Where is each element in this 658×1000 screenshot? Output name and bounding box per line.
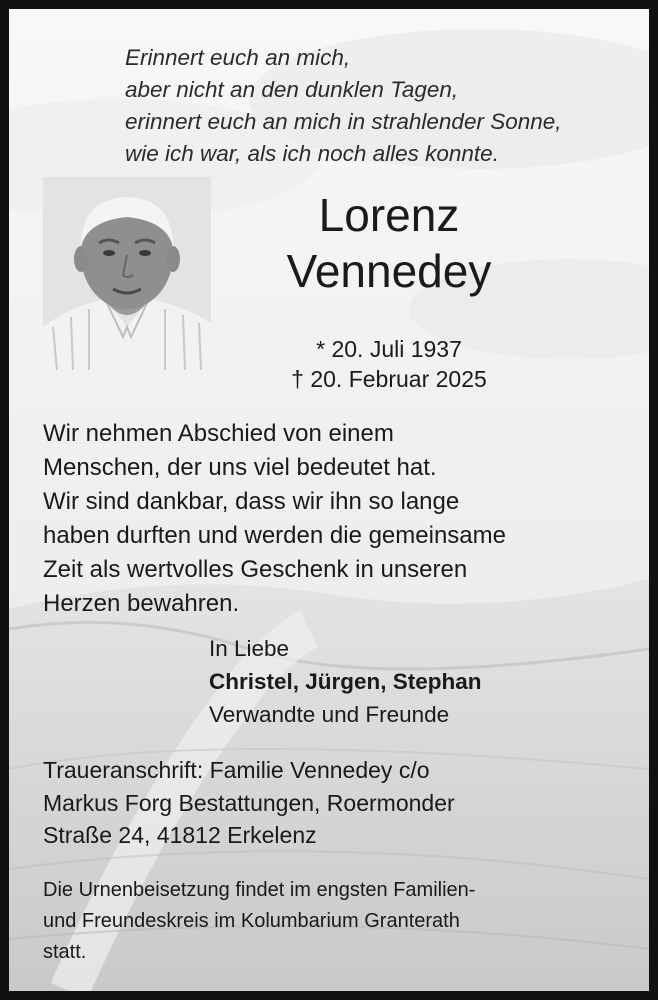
address-line: Markus Forg Bestattungen, Roermonder — [43, 789, 455, 816]
burial-note — [43, 875, 633, 968]
farewell-line: Wir sind dankbar, dass wir ihn so lange — [43, 488, 460, 515]
deceased-name — [249, 187, 529, 299]
birth-date: * 20. Juli 1937 — [316, 336, 462, 362]
burial-line: Die Urnenbeisetzung findet im engsten Familien- — [43, 879, 476, 901]
motto-line: Erinnert euch an mich, — [125, 45, 351, 70]
address-line: Straße 24, 41812 Erkelenz — [43, 822, 317, 848]
life-dates — [249, 334, 529, 394]
signature-others: Verwandte und Freunde — [209, 702, 450, 727]
signature-intro: In Liebe — [209, 636, 290, 661]
first-name: Lorenz — [318, 189, 460, 241]
motto-line: erinnert euch an mich in strahlender Sonne, — [125, 109, 562, 134]
burial-line: statt. — [43, 941, 87, 963]
burial-line: und Freundeskreis im Kolumbarium Granterath — [43, 910, 460, 932]
motto-line: wie ich war, als ich noch alles konnte. — [125, 141, 499, 166]
farewell-line: haben durften und werden die gemeinsame — [43, 522, 506, 549]
signature-names: Christel, Jürgen, Stephan — [209, 669, 482, 694]
motto-line: aber nicht an den dunklen Tagen, — [125, 77, 459, 102]
farewell-text — [43, 417, 633, 621]
signature-block — [209, 632, 629, 731]
address-line: Traueranschrift: Familie Vennedey c/o — [43, 757, 430, 783]
farewell-line: Zeit als wertvolles Geschenk in unseren — [43, 556, 468, 583]
motto-poem — [125, 42, 635, 170]
farewell-line: Wir nehmen Abschied von einem — [43, 420, 394, 447]
farewell-line: Herzen bewahren. — [43, 590, 240, 617]
death-date: † 20. Februar 2025 — [291, 366, 487, 392]
portrait-photo — [43, 177, 211, 370]
last-name: Vennedey — [286, 245, 492, 297]
farewell-line: Menschen, der uns viel bedeutet hat. — [43, 454, 437, 481]
mourning-address — [43, 754, 633, 852]
